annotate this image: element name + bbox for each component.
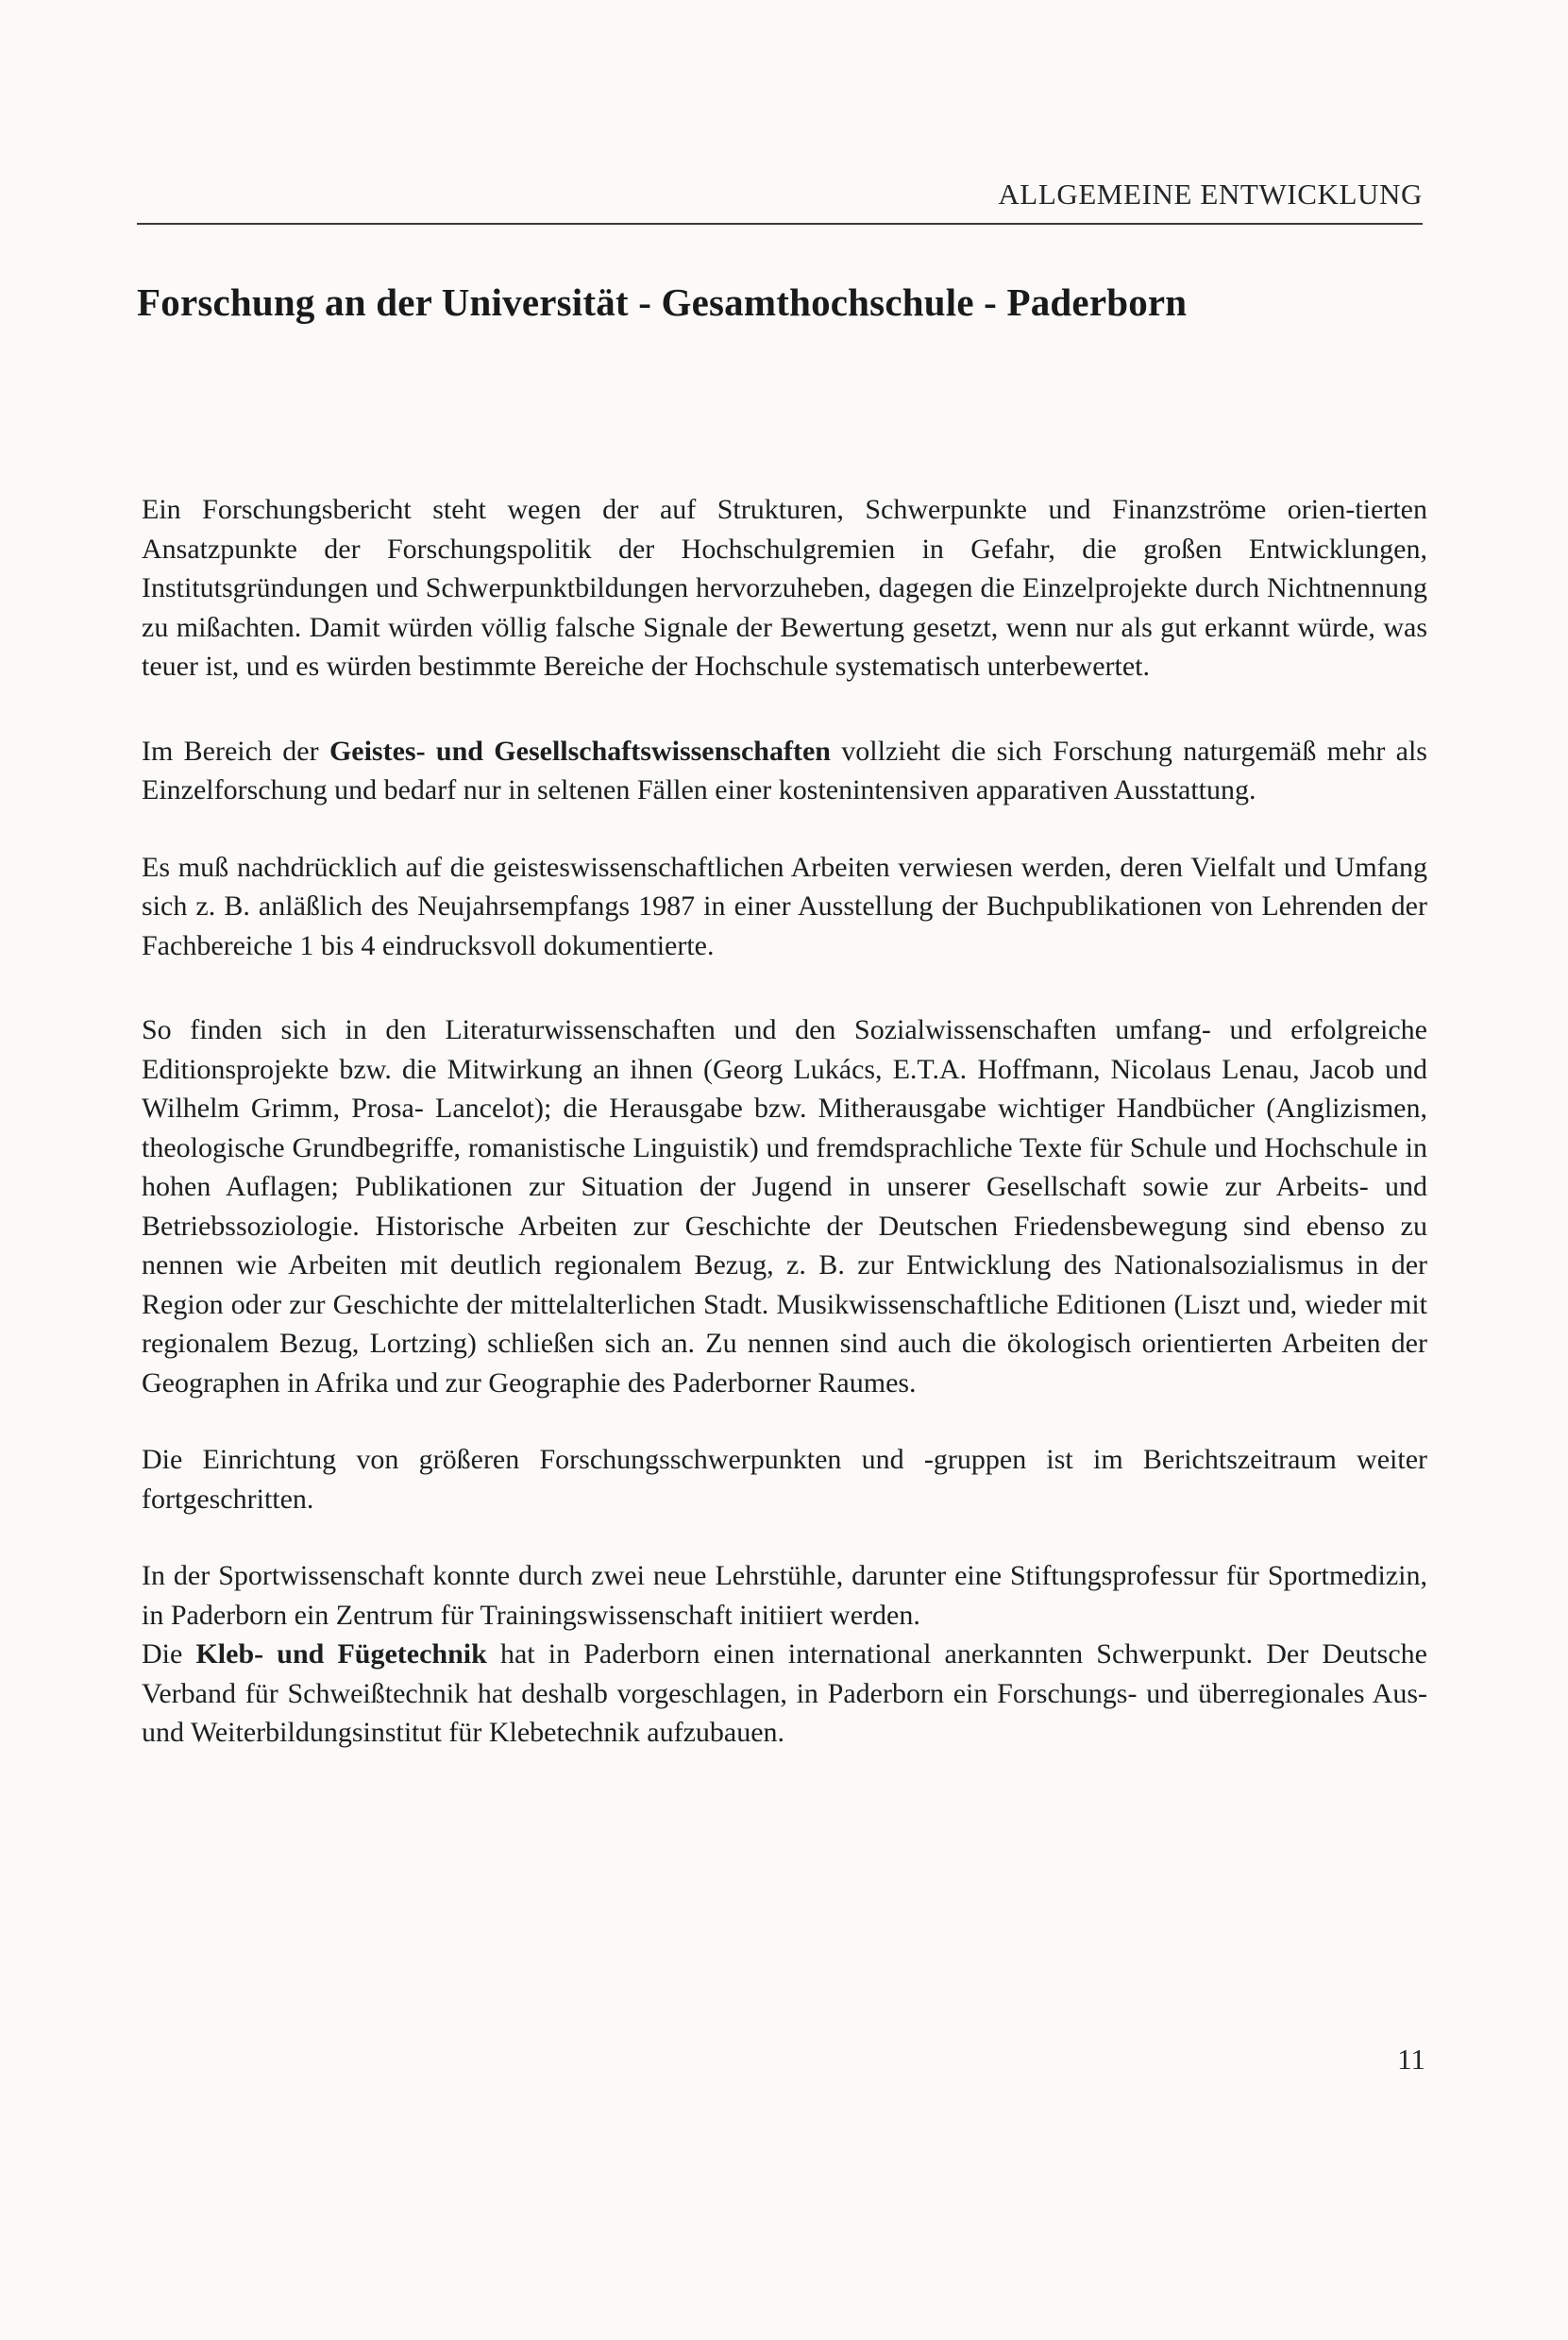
paragraph-research-report: Ein Forschungsbericht steht wegen der auf Strukturen, Schwerpunkte und Finanzströme orien-tierten Ansatzpunkte der Forschungspolitik der Hochschulgremien in Gefahr, die großen Entwicklungen, Institutsgründungen und Schwerpunktbildungen hervorzuheben, dagegen die Einzelprojekte durch Nichtnennung zu mißachten. Damit würden völlig falsche Signale der Bewertung gesetzt, wenn nur als gut erkannt würde, was teuer ist, und es würden bestimmte Bereiche der Hochschule systematisch unterbewertet. — [142, 494, 1427, 682]
humanities-highlight: Geistes- und Gesellschaftswissenschaften — [329, 735, 831, 767]
paragraph-bonding-technology — [142, 1635, 1427, 1753]
paragraph-literature-projects: So finden sich in den Literaturwissenschaften und den Sozialwissenschaften umfang- und erfolgreiche Editionsprojekte bzw. die Mitwirkung an ihnen (Georg Lukács, E.T.A. Hoffmann, Nicolaus Lenau, Jacob und Wilhelm Grimm, Prosa- Lancelot); die Herausgabe bzw. Mitherausgabe wichtiger Handbücher (Anglizismen, theologische Grundbegriffe, romanistische Linguistik) und fremdsprachliche Texte für Schule und Hochschule in hohen Auflagen; Publikationen zur Situation der Jugend in unserer Gesellschaft sowie zur Arbeits- und Betriebssoziologie. Historische Arbeiten zur Geschichte der Deutschen Friedensbewegung sind ebenso zu nennen wie Arbeiten mit deutlich regionalem Bezug, z. B. zur Entwicklung des Nationalsozialismus in der Region oder zur Geschichte der mittelalterlichen Stadt. Musikwissenschaftliche Editionen (Liszt und, wieder mit regionalem Bezug, Lortzing) schließen sich an. Zu nennen sind auch die ökologisch orientierten Arbeiten der Geographen in Afrika und zur Geographie des Paderborner Raumes. — [142, 1014, 1427, 1399]
paragraph-humanities-rest: vollzieht die sich Forschung naturgemäß mehr als Einzelforschung und bedarf nur in seltenen Fällen einer kostenintensiven apparativen Ausstattung. — [142, 735, 1427, 805]
page-number: 11 — [1397, 2043, 1425, 2076]
bonding-highlight: Kleb- und Fügetechnik — [195, 1638, 487, 1670]
paragraph-bonding-rest: hat in Paderborn einen international anerkannten Schwerpunkt. Der Deutsche Verband für Schweißtechnik hat deshalb vorgeschlagen, in Paderborn ein Forschungs- und überregionales Aus- und Weiterbildungsinstitut für Klebetechnik aufzubauen. — [142, 1638, 1427, 1748]
header-rule — [137, 223, 1423, 225]
body-text — [142, 490, 1427, 1753]
paragraph-research-focus: Die Einrichtung von größeren Forschungsschwerpunkten und -gruppen ist im Berichtszeitraum weiter fortgeschritten. — [142, 1444, 1427, 1515]
paragraph-bonding-intro: Die — [142, 1638, 196, 1670]
paragraph-publications: Es muß nachdrücklich auf die geisteswissenschaftlichen Arbeiten verwiesen werden, deren Vielfalt und Umfang sich z. B. anläßlich des Neujahrsempfangs 1987 in einer Ausstellung der Buchpublikationen von Lehrenden der Fachbereiche 1 bis 4 eindrucksvoll dokumentierte. — [142, 851, 1427, 961]
page-title: Forschung an der Universität - Gesamthochschule - Paderborn — [137, 280, 1188, 324]
running-header: ALLGEMEINE ENTWICKLUNG — [998, 178, 1423, 211]
paragraph-humanities-intro: Im Bereich der — [142, 735, 329, 767]
paragraph-humanities — [142, 732, 1427, 810]
paragraph-sports-science: In der Sportwissenschaft konnte durch zwei neue Lehrstühle, darunter eine Stiftungsprofessur für Sportmedizin, in Paderborn ein Zentrum für Trainingswissenschaft initiiert werden. — [142, 1560, 1427, 1631]
